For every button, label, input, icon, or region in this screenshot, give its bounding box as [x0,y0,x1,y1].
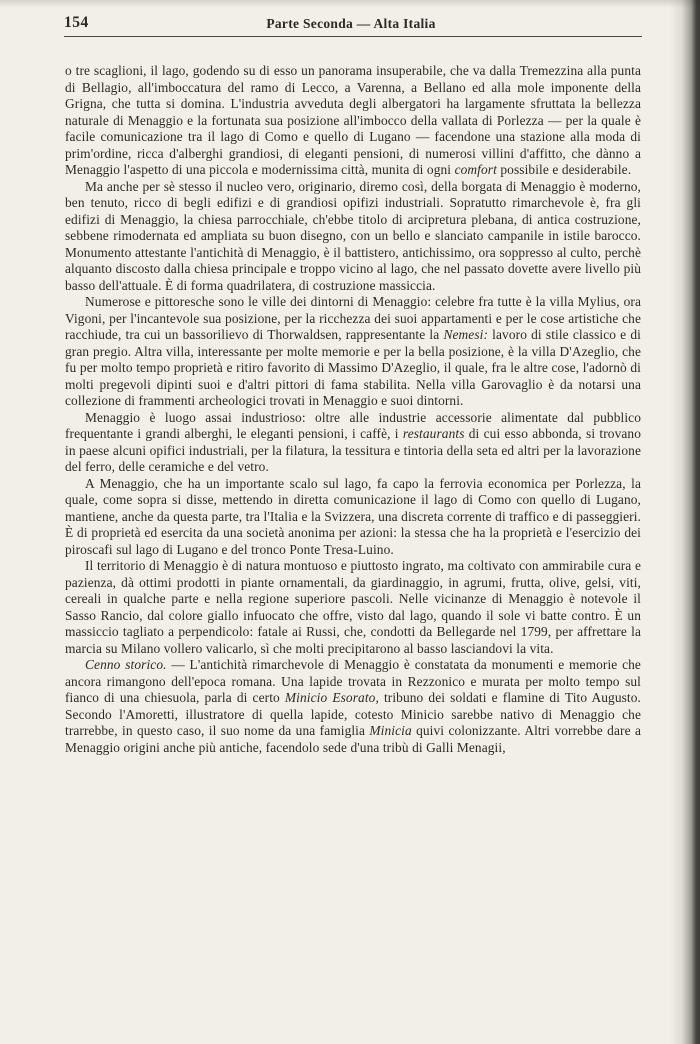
italic-text-run: Nemesi: [443,327,489,342]
paragraph [65,410,641,476]
text-run: tribuno dei soldati e flamine di Tito Augusto. Secondo l'Amoretti, illustratore di quella lapide, cotesto Minicio sarebbe nativo di Menaggio che trarrebbe, in questo caso, il suo nome da una famiglia [65,690,641,738]
italic-text-run: Cenno storico. [85,657,167,672]
text-run: — L'antichità rimarchevole di Menaggio è constatata da monumenti e memorie che ancora rimangono dell'epoca romana. Una lapide trovata in Rezzonico e murata per molto tempo sul fianco di una chiesuola, parla di certo [65,657,641,705]
paragraph [65,63,641,179]
top-edge-shading [0,0,700,8]
paragraph [65,558,641,657]
text-run: lavoro di stile classico e di gran pregio. Altra villa, interessante per molte memorie e per la bella posizione, è la villa D'Azeglio, che fu per molto tempo proprietà e ritiro favorito di Massimo D'Azeglio, il quale, fra le altre cose, l'adornò di molti pregevoli dipinti suoi e d'altri pittori di fama stabilita. Nella villa Garovaglio è da notarsi una collezione di frammenti archeologici trovati in Menaggio e suoi dintorni. [65,327,641,408]
text-run: Numerose e pittoresche sono le ville dei dintorni di Menaggio: celebre fra tutte è la villa Mylius, ora Vigoni, per l'incantevole sua posizione, per la ricchezza dei suoi appartamenti e per le cose artistiche che racchiude, tra cui un bassorilievo di Thorwaldsen, rappresentante la [65,294,641,342]
text-run: Il territorio di Menaggio è di natura montuoso e piuttosto ingrato, ma coltivato con ammirabile cura e pazienza, dà ottimi prodotti in piante ornamentali, da giardinaggio, in agrumi, frutta, olive, gelsi, viti, cereali in qualche parte e nella regione superiore pascoli. Nelle vicinanze di Menaggio è notevole il Sasso Rancio, dal colore giallo infuocato che offre, visto dal lago, quando il sole vi batte contro. È un massiccio tagliato a perpendicolo: fatale ai Russi, che, condotti da Bellegarde nel 1799, per affrettare la marcia su Milano vollero valicarlo, sì che molti precipitarono al basso lasciandovi la vita. [65,558,641,656]
page-body [65,63,641,756]
text-run: o tre scaglioni, il lago, godendo su di esso un panorama insuperabile, che va dalla Tremezzina alla punta di Bellagio, all'imboccatura del ramo di Lecco, a Varenna, a Bellano ed alla mole imponente della Grigna, che tutta si domina. L'industria avveduta degli albergatori ha largamente sfruttata la bellezza naturale di Menaggio e la fortunata sua posizione all'imbocco della vallata di Porlezza — per la quale è facile comunicazione tra il lago di Como e quello di Lugano — facendone una stazione alla moda di prim'ordine, ricca d'alberghi grandiosi, di eleganti pensioni, di numerosi villini d'affitto, che dànno a Menaggio l'aspetto di una piccola e modernissima città, munita di ogni [65,63,641,177]
paragraph [65,476,641,559]
italic-text-run: Minicio Esorato, [284,690,379,705]
text-run: possibile e desiderabile. [496,162,632,177]
italic-text-run: comfort [454,162,497,177]
page-header [64,13,638,35]
paragraph [65,294,641,410]
text-run: quivi colonizzante. Altri vorrebbe dare a Menaggio origini anche più antiche, facendolo sede d'una tribù di Galli Menagii, [65,723,641,755]
page-edge-shadow [670,0,700,1044]
text-run: di cui esso abbonda, si trovano in paese alcuni opifici industriali, per la filatura, la tessitura e tintoria della seta ed altri per la lavorazione del ferro, delle ceramiche e del vetro. [65,426,641,474]
header-rule [64,36,642,37]
text-run: Ma anche per sè stesso il nucleo vero, originario, diremo così, della borgata di Menaggio è moderno, ben tenuto, ricco di begli edifizi e di grandiosi opifizi industriali. Sopratutto rimarchevole è, fra gli edifizi di Menaggio, la chiesa parrocchiale, ch'ebbe titolo di arcipretura plebana, di antica costruzione, sebbene rimodernata ed ampliata su buon disegno, con un bello e slanciato campanile in istile barocco. Monumento attestante l'antichità di Menaggio, è il battistero, antichissimo, ora soppresso al culto, perchè alquanto discosto dalla chiesa principale e troppo vicino al lago, che nel passato dovette avere livello più basso dell'attuale. È di forma quadrilatera, di costruzione massiccia. [65,178,641,293]
italic-text-run: restaurants [402,426,465,441]
paragraph [65,179,641,295]
text-run: A Menaggio, che ha un importante scalo sul lago, fa capo la ferrovia economica per Porlezza, la quale, come sopra si disse, mettendo in diretta comunicazione il lago di Como con quello di Lugano, mantiene, anche da questa parte, tra l'Italia e la Svizzera, una discreta corrente di traffico e di passeggieri. È di proprietà ed esercita da una società anonima per azioni: la stessa che ha la proprietà e l'esercizio dei piroscafi sul lago di Lugano e del tronco Ponte Tresa-Luino. [65,475,641,557]
text-run: Menaggio è luogo assai industrioso: oltre alle industrie accessorie alimentate dal pubblico frequentante i grandi alberghi, le eleganti pensioni, i caffè, i [65,409,641,441]
paragraph [65,657,641,756]
page-number: 154 [64,14,89,31]
running-header-title: Parte Seconda — Alta Italia [266,16,436,31]
italic-text-run: Minicia [369,723,412,738]
